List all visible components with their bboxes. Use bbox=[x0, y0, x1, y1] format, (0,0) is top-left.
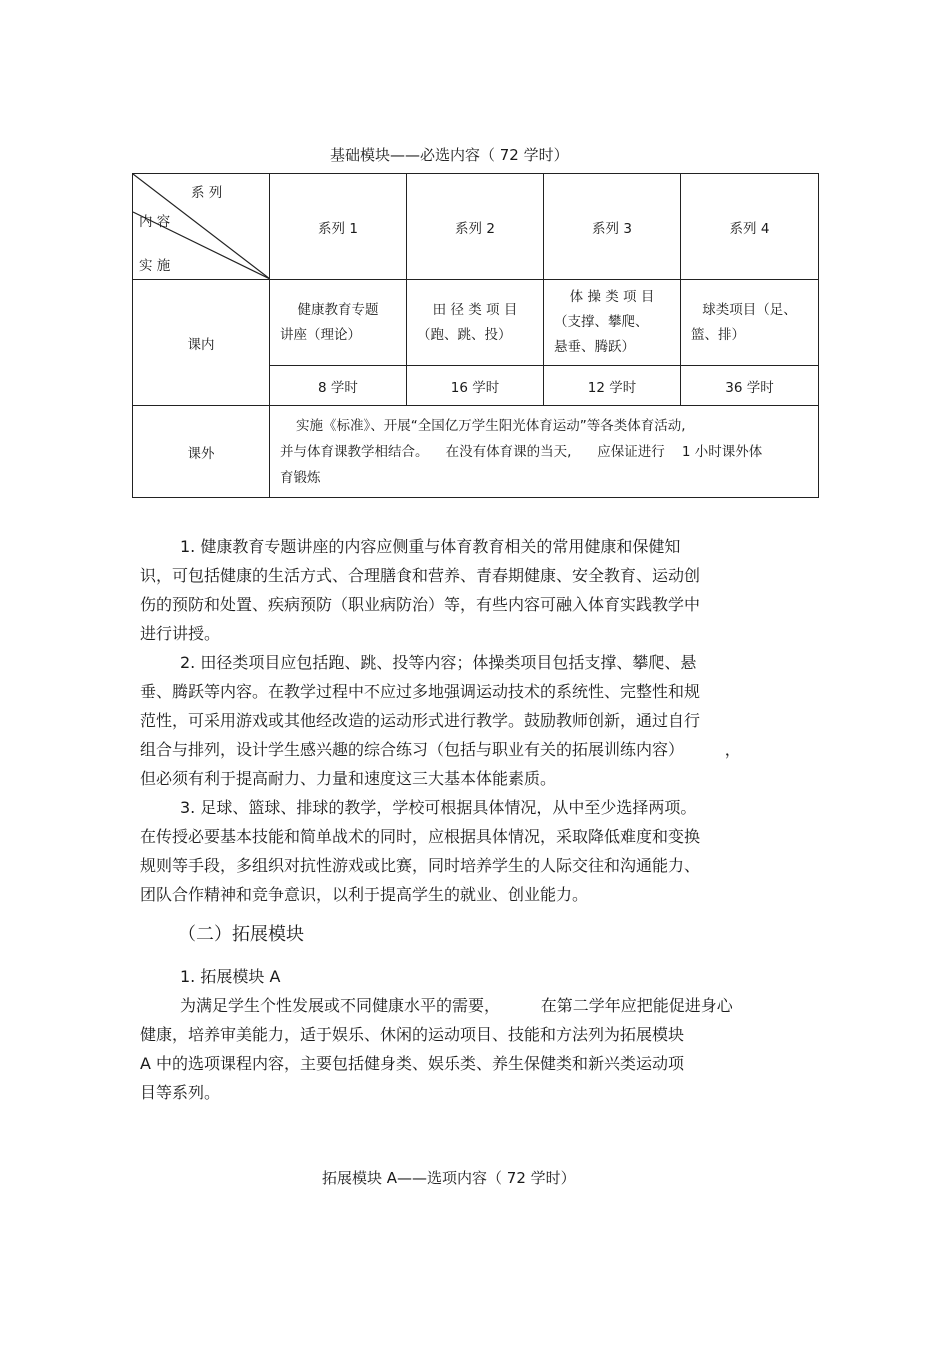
inner-hours: 16 学时 bbox=[407, 366, 544, 406]
basic-module-table bbox=[132, 173, 819, 498]
paragraph-line: 伤的预防和处置、疾病预防（职业病防治）等，有些内容可融入体育实践教学中 bbox=[140, 595, 701, 614]
corner-label-content: 内 容 bbox=[139, 214, 171, 230]
paragraph-line: 在传授必要基本技能和简单战术的同时，应根据具体情况，采取降低难度和变换 bbox=[140, 827, 701, 846]
row-label-outer: 课外 bbox=[133, 406, 270, 498]
paragraph-line: 健康，培养审美能力，适于娱乐、休闲的运动项目、技能和方法列为拓展模块 bbox=[140, 1025, 685, 1044]
paragraph-health-lectures bbox=[140, 532, 700, 648]
paragraph-line: 2. 田径类项目应包括跑、跳、投等内容；体操类项目包括支撑、攀爬、悬 bbox=[180, 653, 697, 672]
paragraph-line: 团队合作精神和竞争意识，以利于提高学生的就业、创业能力。 bbox=[140, 885, 589, 904]
inner-item-line: （跑、跳、投） bbox=[417, 326, 512, 343]
paragraph-line: A 中的选项课程内容，主要包括健身类、娱乐类、养生保健类和新兴类运动项 bbox=[140, 1054, 685, 1073]
paragraph-line: 组合与排列，设计学生感兴趣的综合练习（包括与职业有关的拓展训练内容） ， bbox=[140, 740, 741, 759]
corner-label-implementation: 实 施 bbox=[139, 258, 171, 274]
series-header: 系列 4 bbox=[681, 174, 819, 280]
inner-item-cell bbox=[681, 280, 819, 366]
inner-item-cell bbox=[407, 280, 544, 366]
corner-header-cell bbox=[133, 174, 270, 280]
inner-hours: 12 学时 bbox=[544, 366, 681, 406]
inner-item-line: 健康教育专题 bbox=[297, 301, 379, 318]
paragraph-line: 垂、腾跃等内容。在教学过程中不应过多地强调运动技术的系统性、完整性和规 bbox=[140, 682, 701, 701]
series-header: 系列 3 bbox=[544, 174, 681, 280]
inner-hours: 8 学时 bbox=[270, 366, 407, 406]
paragraph-line: 1. 健康教育专题讲座的内容应侧重与体育教育相关的常用健康和保健知 bbox=[180, 537, 681, 556]
paragraph-line: 为满足学生个性发展或不同健康水平的需要， 在第二学年应把能促进身心 bbox=[180, 996, 733, 1015]
inner-item-line: 篮、排） bbox=[691, 326, 745, 343]
paragraph-line: 进行讲授。 bbox=[140, 624, 221, 643]
table-caption: 基础模块——必选内容（ 72 学时） bbox=[330, 146, 569, 164]
series-header: 系列 1 bbox=[270, 174, 407, 280]
subsection-heading: 1. 拓展模块 A bbox=[180, 967, 281, 986]
inner-item-line: 球类项目（足、 bbox=[702, 301, 797, 318]
inner-item-line: 田 径 类 项 目 bbox=[432, 301, 518, 318]
paragraph-line: 规则等手段，多组织对抗性游戏或比赛，同时培养学生的人际交往和沟通能力、 bbox=[140, 856, 701, 875]
paragraph-track-gymnastics bbox=[140, 648, 741, 793]
inner-item-cell bbox=[270, 280, 407, 366]
section-heading: （二）拓展模块 bbox=[178, 924, 304, 945]
paragraph-ball-games bbox=[140, 793, 700, 909]
paragraph-line: 3. 足球、篮球、排球的教学，学校可根据具体情况，从中至少选择两项。 bbox=[180, 798, 697, 817]
paragraph-line: 但必须有利于提高耐力、力量和速度这三大基本体能素质。 bbox=[140, 769, 557, 788]
outer-description-cell bbox=[270, 406, 819, 498]
inner-hours: 36 学时 bbox=[681, 366, 819, 406]
corner-label-series: 系 列 bbox=[191, 185, 223, 201]
paragraph-line: 范性，可采用游戏或其他经改造的运动形式进行教学。鼓励教师创新，通过自行 bbox=[140, 711, 701, 730]
outer-line: 育锻炼 bbox=[280, 469, 321, 486]
inner-item-line: 体 操 类 项 目 bbox=[569, 289, 655, 305]
inner-item-line: 悬垂、腾跃） bbox=[554, 339, 635, 355]
inner-item-cell bbox=[544, 280, 681, 366]
outer-line: 实施《标准》、开展“全国亿万学生阳光体育运动”等各类体育活动, bbox=[296, 417, 686, 434]
inner-item-line: （支撑、攀爬、 bbox=[554, 314, 649, 330]
paragraph-line: 目等系列。 bbox=[140, 1083, 221, 1102]
outer-line: 并与体育课教学相结合。 在没有体育课的当天, 应保证进行 1 小时课外体 bbox=[280, 443, 763, 460]
paragraph-expansion-module bbox=[140, 991, 733, 1107]
bottom-caption: 拓展模块 A——选项内容（ 72 学时） bbox=[322, 1169, 576, 1187]
paragraph-line: 识，可包括健康的生活方式、合理膳食和营养、青春期健康、安全教育、运动创 bbox=[140, 566, 701, 585]
row-label-inner: 课内 bbox=[133, 280, 270, 406]
series-header: 系列 2 bbox=[407, 174, 544, 280]
inner-item-line: 讲座（理论） bbox=[280, 326, 361, 343]
